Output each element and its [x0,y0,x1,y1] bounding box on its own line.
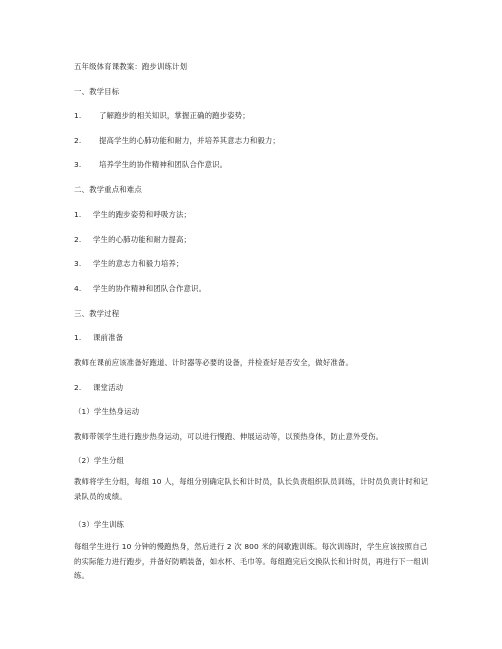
section-heading-objectives: 一、教学目标 [74,87,120,96]
item-number: 2. [74,235,82,244]
objective-item [74,160,227,169]
item-number: 1. [74,210,82,219]
key-point-item [74,259,184,268]
item-text: 学生的意志力和毅力培养； [93,259,184,268]
item-text: 学生的心肺功能和耐力提高； [93,235,192,244]
document-title: 五年级体育课教案：跑步训练计划 [74,62,188,71]
key-point-item [74,235,191,244]
section-heading-key-points: 二、教学重点和难点 [74,185,142,194]
subsection-title: （1）学生热身运动 [74,407,140,416]
paragraph: 教师将学生分组，每组 10 人，每组分别确定队长和计时员，队长负责组织队员训练，计时员负责计时和记录队员的成绩。 [74,477,429,501]
objective-item [74,111,250,120]
step-heading [74,333,123,342]
step-number: 2. [74,383,82,392]
item-text: 学生的协作精神和团队合作意识。 [93,284,207,293]
item-text: 提高学生的心肺功能和耐力，并培养其意志力和毅力； [99,136,280,145]
subsection-title: （3）学生训练 [74,520,125,529]
paragraph: 教师带领学生进行跑步热身运动，可以进行慢跑、伸展运动等，以预热身体，防止意外受伤。 [74,432,384,441]
item-number: 2. [74,136,82,145]
key-point-item [74,284,206,293]
item-text: 培养学生的协作精神和团队合作意识。 [99,160,228,169]
item-number: 1. [74,111,82,120]
paragraph: 每组学生进行 10 分钟的慢跑热身，然后进行 2 次 800 米的间歇跑训练。每次训练时，学生应该按照自己的实际能力进行跑步，并备好防晒装备，如水杯、毛巾等。每组跑完后交换队长和计时员，再进行下一组训练。 [74,542,429,580]
item-number: 3. [74,259,82,268]
item-number: 3. [74,160,82,169]
key-point-item [74,210,191,219]
step-title: 课前准备 [93,333,124,342]
step-heading [74,383,123,392]
paragraph: 教师在课前应该准备好跑道、计时器等必要的设备，并检查好是否安全，做好准备。 [74,358,354,367]
section-heading-process: 三、教学过程 [74,309,120,318]
subsection-title: （2）学生分组 [74,456,125,465]
objective-item [74,136,280,145]
item-number: 4. [74,284,82,293]
step-number: 1. [74,333,82,342]
step-title: 课堂活动 [93,383,124,392]
item-text: 了解跑步的相关知识，掌握正确的跑步姿势； [99,111,250,120]
item-text: 学生的跑步姿势和呼吸方法； [93,210,192,219]
